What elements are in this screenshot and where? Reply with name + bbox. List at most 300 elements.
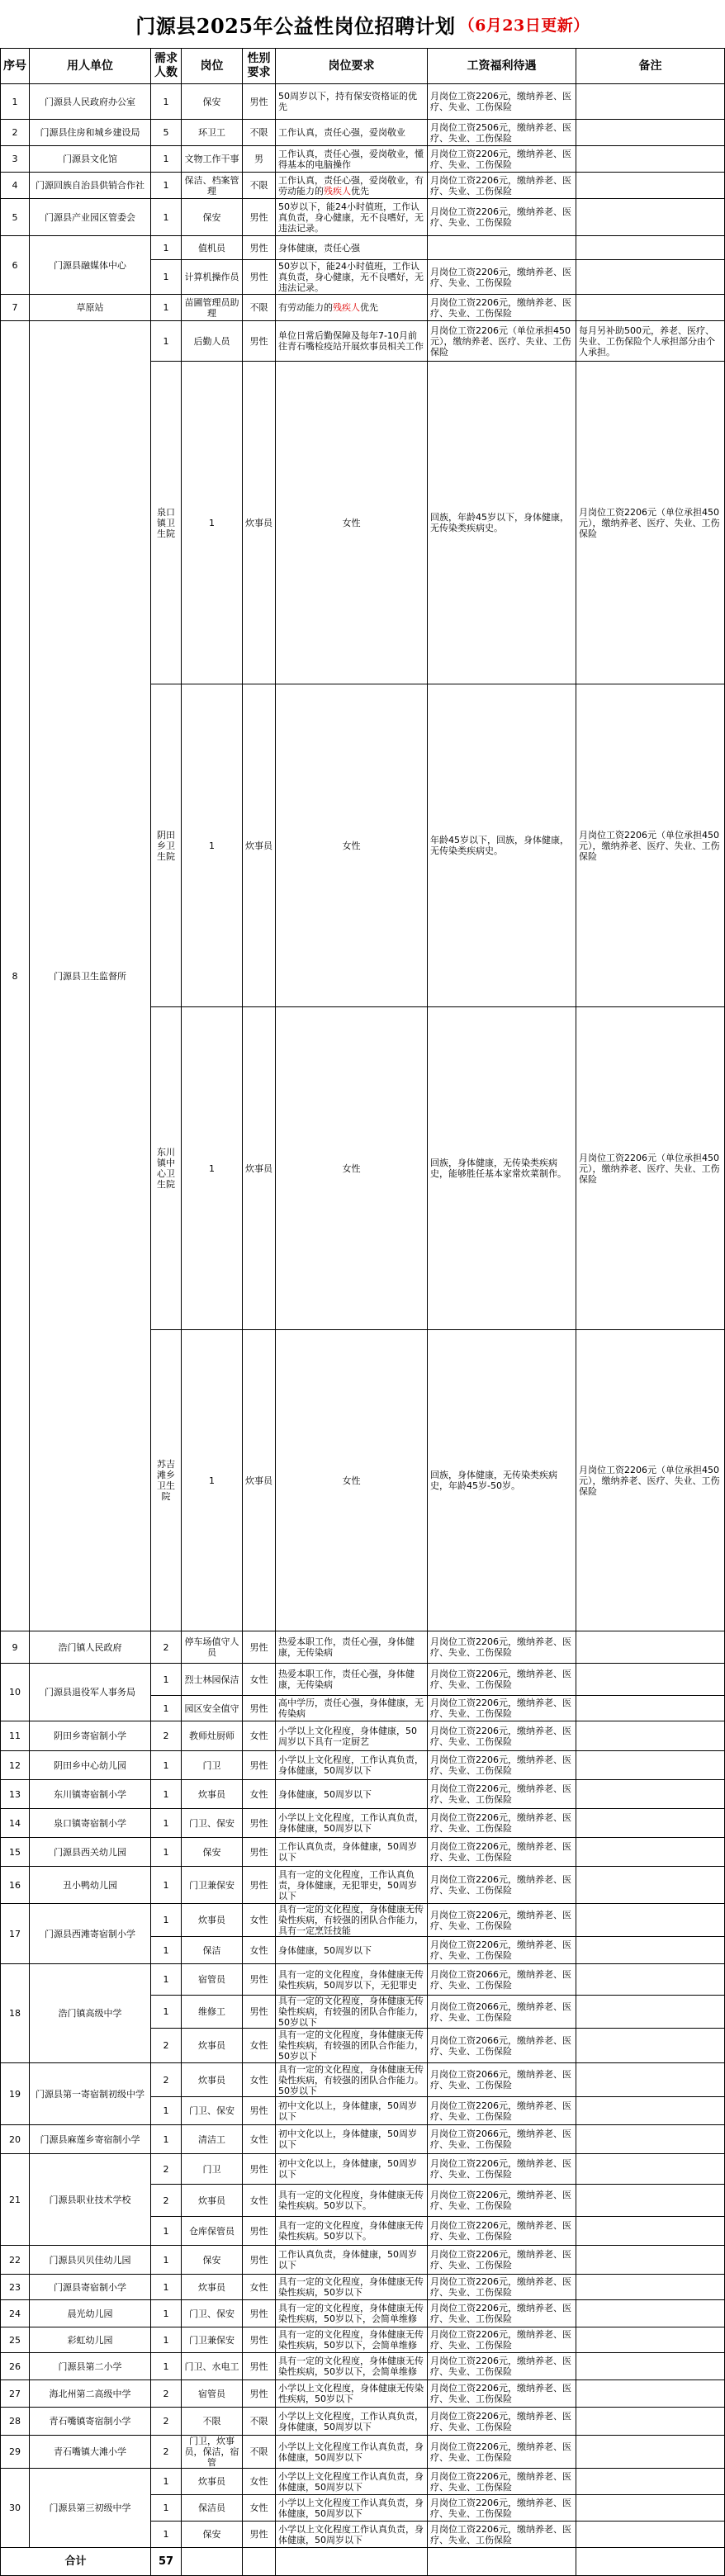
cell-gender: 男性 xyxy=(243,2380,276,2408)
cell-unit: 青石嘴镇大滩小学 xyxy=(30,2436,151,2469)
cell-note xyxy=(576,2185,725,2217)
cell-unit: 晨光幼儿园 xyxy=(30,2300,151,2327)
cell-gender: 男 xyxy=(243,146,276,173)
table-row xyxy=(1,236,725,260)
cell-num: 2 xyxy=(151,1721,182,1751)
cell-note xyxy=(576,2300,725,2327)
cell-post: 环卫工 xyxy=(182,120,243,146)
table-row xyxy=(1,1904,725,1937)
cell-num: 1 xyxy=(151,2495,182,2522)
cell-gender: 男性 xyxy=(243,2327,276,2353)
cell-unit: 门源回族自治县供销合作社 xyxy=(30,173,151,199)
cell-pay: 月岗位工资2206元，缴纳养老、医疗、失业、工伤保险 xyxy=(428,1696,576,1721)
table-row xyxy=(1,2275,725,2300)
cell-seq: 11 xyxy=(1,1721,30,1751)
cell-pay: 月岗位工资2206元（单位承担450元），缴纳养老、医疗、失业、工伤保险 xyxy=(576,684,725,1007)
cell-post: 保安 xyxy=(182,2522,243,2548)
cell-post: 炊事员 xyxy=(182,1780,243,1809)
cell-req xyxy=(276,173,428,199)
cell-seq: 17 xyxy=(1,1904,30,1964)
cell-gender: 女性 xyxy=(243,1780,276,1809)
cell-note xyxy=(576,120,725,146)
table-row xyxy=(1,1780,725,1809)
cell-req: 具有一定的文化程度，工作认真负责，身体健康，无犯罪史，50周岁以下 xyxy=(276,1867,428,1904)
table-row xyxy=(1,199,725,236)
cell-pay: 月岗位工资2206元，缴纳养老、医疗、失业、工伤保险 xyxy=(428,1867,576,1904)
cell-pay: 月岗位工资2206元，缴纳养老、医疗、失业、工伤保险 xyxy=(428,2185,576,2217)
cell-req: 热爱本职工作，责任心强，身体健康，无传染病 xyxy=(276,1664,428,1696)
cell-pay: 月岗位工资2206元，缴纳养老、医疗、失业、工伤保险 xyxy=(428,2327,576,2353)
cell-num: 5 xyxy=(151,120,182,146)
cell-num: 2 xyxy=(151,2408,182,2436)
cell-gender: 男性 xyxy=(243,199,276,236)
cell-unit: 门源县贝贝佳幼儿园 xyxy=(30,2246,151,2275)
cell-pay: 月岗位工资2206元（单位承担450元），缴纳养老、医疗、失业、工伤保险 xyxy=(576,1007,725,1330)
cell-gender: 女性 xyxy=(243,2469,276,2495)
table-row xyxy=(1,1664,725,1696)
cell-unit: 门源县产业园区管委会 xyxy=(30,199,151,236)
cell-gender: 男性 xyxy=(243,1696,276,1721)
cell-post: 园区安全值守 xyxy=(182,1696,243,1721)
cell-seq: 2 xyxy=(1,120,30,146)
cell-unit: 门源县西关幼儿园 xyxy=(30,1838,151,1867)
table-row xyxy=(1,2154,725,2185)
cell-unit: 浩门镇人民政府 xyxy=(30,1631,151,1664)
cell-gender: 男性 xyxy=(243,1809,276,1838)
cell-gender: 男性 xyxy=(243,2154,276,2185)
page-title xyxy=(0,0,725,48)
cell-note xyxy=(576,2495,725,2522)
table-row xyxy=(1,1964,725,1996)
cell-req: 小学以上文化程度，工作认真负责，身体健康，50周岁以下 xyxy=(276,2408,428,2436)
cell-seq: 24 xyxy=(1,2300,30,2327)
req-part: 工作认真，责任心强，爱岗敬业，有劳动能力的 xyxy=(278,174,424,197)
cell-num: 1 xyxy=(182,1007,243,1330)
cell-post: 炊事员 xyxy=(243,1330,276,1631)
cell-req: 小学以上文化程度工作认真负责，身体健康，50周岁以下 xyxy=(276,2522,428,2548)
cell-pay: 月岗位工资2206元，缴纳养老、医疗、失业、工伤保险 xyxy=(428,2408,576,2436)
cell-unit: 苏吉滩乡卫生院 xyxy=(151,1330,182,1631)
cell-unit: 门源县西滩寄宿制小学 xyxy=(30,1904,151,1964)
cell-note xyxy=(576,1904,725,1937)
header-seq: 序号 xyxy=(1,49,30,84)
cell-unit: 门源县第二小学 xyxy=(30,2353,151,2380)
cell-seq: 12 xyxy=(1,1751,30,1780)
cell-pay: 月岗位工资2206元（单位承担450元），缴纳养老、医疗、失业、工伤保险 xyxy=(576,1330,725,1631)
cell-note xyxy=(576,2097,725,2125)
table-row xyxy=(1,2469,725,2495)
cell-unit: 东川镇寄宿制小学 xyxy=(30,1780,151,1809)
table-row xyxy=(1,1867,725,1904)
cell-pay: 月岗位工资2206元，缴纳养老、医疗、失业、工伤保险 xyxy=(428,1809,576,1838)
cell-num: 1 xyxy=(151,295,182,321)
cell-num: 1 xyxy=(151,1964,182,1996)
cell-req: 初中文化以上，身体健康，50周岁以下 xyxy=(276,2125,428,2154)
cell-note xyxy=(576,1721,725,1751)
cell-note xyxy=(576,2380,725,2408)
cell-note xyxy=(576,2275,725,2300)
cell-gender: 女性 xyxy=(243,2275,276,2300)
cell-post: 计算机操作员 xyxy=(182,260,243,295)
table-row xyxy=(1,1631,725,1664)
cell-unit: 门源县退役军人事务局 xyxy=(30,1664,151,1721)
cell-gender: 男性 xyxy=(243,1751,276,1780)
cell-pay: 月岗位工资2206元，缴纳养老、医疗、失业、工伤保险 xyxy=(428,1904,576,1937)
cell-req: 小学以上文化程度，工作认真负责，身体健康，50周岁以下 xyxy=(276,1751,428,1780)
cell-num: 1 xyxy=(182,362,243,684)
header-req: 岗位要求 xyxy=(276,49,428,84)
cell-post: 保安 xyxy=(182,84,243,120)
cell-seq: 14 xyxy=(1,1809,30,1838)
cell-post: 门卫、保安 xyxy=(182,2097,243,2125)
cell-num: 2 xyxy=(151,2029,182,2063)
cell-note xyxy=(576,2408,725,2436)
cell-seq: 9 xyxy=(1,1631,30,1664)
cell-post: 炊事员 xyxy=(182,2029,243,2063)
cell-unit: 门源县卫生监督所 xyxy=(30,321,151,1631)
cell-seq: 5 xyxy=(1,199,30,236)
cell-post: 保安 xyxy=(182,199,243,236)
cell-post: 保洁员 xyxy=(182,2495,243,2522)
cell-seq: 19 xyxy=(1,2063,30,2125)
cell-gender: 女性 xyxy=(243,2495,276,2522)
cell-seq: 30 xyxy=(1,2469,30,2548)
cell-pay: 月岗位工资2206元，缴纳养老、医疗、失业、工伤保险 xyxy=(428,1838,576,1867)
cell-post: 门卫兼保安 xyxy=(182,2327,243,2353)
table-row xyxy=(1,2436,725,2469)
cell-num: 1 xyxy=(151,2522,182,2548)
cell-num: 1 xyxy=(151,2469,182,2495)
cell-req: 回族，身体健康，无传染类疾病史，能够胜任基本家常炊菜制作。 xyxy=(428,1007,576,1330)
table-row xyxy=(1,173,725,199)
cell-post: 炊事员 xyxy=(243,362,276,684)
cell-post: 不限 xyxy=(182,2408,243,2436)
cell-gender: 男性 xyxy=(243,1838,276,1867)
req-part: 残疾人 xyxy=(333,302,360,313)
cell-req: 具有一定的文化程度，身体健康无传染性疾病。50岁以下。 xyxy=(276,2217,428,2246)
cell-num: 1 xyxy=(151,84,182,120)
cell-req: 具有一定的文化程度，身体健康无传染性疾病，有较强的团队合作能力，50岁以下 xyxy=(276,1996,428,2029)
cell-seq: 4 xyxy=(1,173,30,199)
cell-gender: 女性 xyxy=(243,1904,276,1937)
cell-unit: 门源县寄宿制小学 xyxy=(30,2275,151,2300)
header-num: 需求人数 xyxy=(151,49,182,84)
cell-gender: 男性 xyxy=(243,84,276,120)
cell-post: 炊事员 xyxy=(182,2469,243,2495)
cell-note xyxy=(576,2469,725,2495)
cell-num: 2 xyxy=(151,2436,182,2469)
cell-req: 具有一定的文化程度，身体健康无传染性疾病，有较强的团队合作能力。50岁以下 xyxy=(276,2063,428,2097)
cell-seq: 15 xyxy=(1,1838,30,1867)
cell-seq: 27 xyxy=(1,2380,30,2408)
cell-post: 炊事员 xyxy=(182,1904,243,1937)
cell-seq: 8 xyxy=(1,321,30,1631)
cell-unit: 阴田乡卫生院 xyxy=(151,684,182,1007)
cell-req: 小学以上文化程度工作认真负责，身体健康，50周岁以下 xyxy=(276,2436,428,2469)
cell-post: 保安 xyxy=(182,2246,243,2275)
cell-gender: 不限 xyxy=(243,295,276,321)
table-row xyxy=(1,2125,725,2154)
cell-seq: 3 xyxy=(1,146,30,173)
cell-num: 2 xyxy=(151,2185,182,2217)
cell-num: 2 xyxy=(151,2063,182,2097)
cell-pay: 月岗位工资2066元，缴纳养老、医疗、失业、工伤保险 xyxy=(428,1964,576,1996)
cell-req: 50岁以下，能24小时值班，工作认真负责，身心健康，无不良嗜好，无违法记录。 xyxy=(276,199,428,236)
cell-req: 具有一定的文化程度，身体健康无传染性疾病，50岁以下，会简单维修 xyxy=(276,2327,428,2353)
table-body xyxy=(1,84,725,2548)
cell-req: 年龄45岁以下，回族，身体健康，无传染类疾病史。 xyxy=(428,684,576,1007)
cell-pay: 月岗位工资2206元，缴纳养老、医疗、失业、工伤保险 xyxy=(428,173,576,199)
cell-seq: 22 xyxy=(1,2246,30,2275)
cell-note xyxy=(576,84,725,120)
cell-post: 文物工作干事 xyxy=(182,146,243,173)
cell-pay: 月岗位工资2206元，缴纳养老、医疗、失业、工伤保险 xyxy=(428,1721,576,1751)
cell-gender: 男性 xyxy=(243,2300,276,2327)
recruitment-table xyxy=(0,48,725,2576)
cell-num: 1 xyxy=(151,2217,182,2246)
cell-pay: 月岗位工资2206元，缴纳养老、医疗、失业、工伤保险 xyxy=(428,2495,576,2522)
cell-unit: 青石嘴镇寄宿制小学 xyxy=(30,2408,151,2436)
cell-unit: 东川镇中心卫生院 xyxy=(151,1007,182,1330)
cell-pay: 月岗位工资2206元，缴纳养老、医疗、失业、工伤保险 xyxy=(428,2380,576,2408)
cell-note xyxy=(576,2063,725,2097)
table-row xyxy=(1,321,725,362)
cell-unit: 门源县职业技术学校 xyxy=(30,2154,151,2246)
cell-gender: 男性 xyxy=(243,2353,276,2380)
cell-unit: 门源县住房和城乡建设局 xyxy=(30,120,151,146)
cell-seq: 7 xyxy=(1,295,30,321)
cell-req: 工作认真负责，身体健康，50周岁以下 xyxy=(276,2246,428,2275)
cell-unit: 泉口镇寄宿制小学 xyxy=(30,1809,151,1838)
cell-note xyxy=(576,2436,725,2469)
cell-note xyxy=(576,1996,725,2029)
cell-pay: 月岗位工资2206元（单位承担450元），缴纳养老、医疗、失业、工伤保险 xyxy=(428,321,576,362)
cell-pay: 月岗位工资2206元，缴纳养老、医疗、失业、工伤保险 xyxy=(428,1937,576,1964)
cell-req: 回族，身体健康，无传染类疾病史，年龄45岁-50岁。 xyxy=(428,1330,576,1631)
cell-note xyxy=(576,2029,725,2063)
cell-pay: 月岗位工资2206元，缴纳养老、医疗、失业、工伤保险 xyxy=(428,2275,576,2300)
cell-unit: 门源县麻莲乡寄宿制小学 xyxy=(30,2125,151,2154)
cell-seq: 10 xyxy=(1,1664,30,1721)
cell-pay: 月岗位工资2206元，缴纳养老、医疗、失业、工伤保险 xyxy=(428,2300,576,2327)
cell-gender: 男性 xyxy=(243,1996,276,2029)
cell-num: 1 xyxy=(151,1780,182,1809)
cell-pay: 月岗位工资2066元，缴纳养老、医疗、失业、工伤保险 xyxy=(428,2063,576,2097)
cell-req: 具有一定的文化程度，身体健康无传染性疾病，50岁以下，会简单维修 xyxy=(276,2300,428,2327)
cell-num: 2 xyxy=(151,1631,182,1664)
cell-post: 炊事员 xyxy=(182,2275,243,2300)
cell-post: 门卫 xyxy=(182,1751,243,1780)
table-header-row xyxy=(1,49,725,84)
cell-num: 1 xyxy=(151,236,182,260)
table-row xyxy=(1,2246,725,2275)
table-row xyxy=(1,2353,725,2380)
cell-gender: 不限 xyxy=(243,2408,276,2436)
cell-unit: 海北州第二高级中学 xyxy=(30,2380,151,2408)
cell-post: 炊事员 xyxy=(243,684,276,1007)
cell-num: 1 xyxy=(151,199,182,236)
cell-req: 工作认真，责任心强，爱岗敬业，懂得基本的电脑操作 xyxy=(276,146,428,173)
cell-note xyxy=(576,1809,725,1838)
cell-gender: 男性 xyxy=(243,2246,276,2275)
table-row xyxy=(1,2380,725,2408)
cell-note: 每月另补助500元，养老、医疗、失业、工伤保险个人承担部分由个人承担。 xyxy=(576,321,725,362)
cell-req xyxy=(276,295,428,321)
cell-num: 1 xyxy=(151,2300,182,2327)
cell-req: 具有一定的文化程度，身体健康无传染性疾病，50岁以下，会简单维修 xyxy=(276,2353,428,2380)
cell-req: 初中文化以上，身体健康，50周岁以下 xyxy=(276,2097,428,2125)
cell-num: 1 xyxy=(151,2125,182,2154)
cell-post: 炊事员 xyxy=(243,1007,276,1330)
cell-note xyxy=(576,2353,725,2380)
cell-pay: 月岗位工资2066元，缴纳养老、医疗、失业、工伤保险 xyxy=(428,1996,576,2029)
cell-num: 1 xyxy=(151,2097,182,2125)
cell-pay: 月岗位工资2206元，缴纳养老、医疗、失业、工伤保险 xyxy=(428,2154,576,2185)
cell-gender: 女性 xyxy=(243,1937,276,1964)
req-part: 有劳动能力的 xyxy=(278,302,333,313)
cell-post: 宿管员 xyxy=(182,1964,243,1996)
cell-num: 1 xyxy=(151,260,182,295)
cell-pay: 月岗位工资2206元，缴纳养老、医疗、失业、工伤保险 xyxy=(428,2246,576,2275)
cell-pay: 月岗位工资2206元，缴纳养老、医疗、失业、工伤保险 xyxy=(428,1780,576,1809)
header-unit: 用人单位 xyxy=(30,49,151,84)
cell-gender: 不限 xyxy=(243,120,276,146)
cell-unit: 门源县文化馆 xyxy=(30,146,151,173)
cell-num: 1 xyxy=(151,2353,182,2380)
cell-req: 身体健康，50周岁以下 xyxy=(276,1780,428,1809)
cell-post: 保洁、档案管理 xyxy=(182,173,243,199)
cell-gender: 女性 xyxy=(276,684,428,1007)
table-row xyxy=(1,84,725,120)
total-num: 57 xyxy=(151,2548,182,2576)
cell-num: 2 xyxy=(151,2380,182,2408)
cell-num: 1 xyxy=(151,1904,182,1937)
cell-note xyxy=(576,260,725,295)
cell-post: 清洁工 xyxy=(182,2125,243,2154)
cell-req: 小学以上文化程度工作认真负责，身体健康，50周岁以下 xyxy=(276,2495,428,2522)
cell-post: 保洁 xyxy=(182,1937,243,1964)
cell-post: 苗圃管理员助理 xyxy=(182,295,243,321)
cell-seq: 29 xyxy=(1,2436,30,2469)
cell-pay: 月岗位工资2206元，缴纳养老、医疗、失业、工伤保险 xyxy=(428,146,576,173)
cell-req: 初中文化以上，身体健康，50周岁以下 xyxy=(276,2154,428,2185)
cell-post: 保安 xyxy=(182,1838,243,1867)
cell-note xyxy=(576,1780,725,1809)
cell-pay: 月岗位工资2206元，缴纳养老、医疗、失业、工伤保险 xyxy=(428,1664,576,1696)
cell-note xyxy=(576,173,725,199)
cell-num: 1 xyxy=(151,1996,182,2029)
cell-req: 具有一定的文化程度，身体健康无传染性疾病，有较强的团队合作能力，50岁以下 xyxy=(276,2029,428,2063)
cell-req: 工作认真负责，身体健康，50周岁以下 xyxy=(276,1838,428,1867)
cell-req: 具有一定的文化程度，身体健康无传染性疾病，50周岁以下，无犯罪史 xyxy=(276,1964,428,1996)
cell-unit: 门源县人民政府办公室 xyxy=(30,84,151,120)
cell-gender: 女性 xyxy=(276,362,428,684)
cell-post: 停车场值守人员 xyxy=(182,1631,243,1664)
cell-seq: 18 xyxy=(1,1964,30,2063)
cell-seq: 1 xyxy=(1,84,30,120)
cell-num: 1 xyxy=(151,1664,182,1696)
cell-pay: 月岗位工资2206元，缴纳养老、医疗、失业、工伤保险 xyxy=(428,199,576,236)
header-gender: 性别要求 xyxy=(243,49,276,84)
cell-req: 50岁以下，能24小时值班，工作认真负责，身心健康，无不良嗜好，无违法记录。 xyxy=(276,260,428,295)
table-row xyxy=(1,2300,725,2327)
cell-note xyxy=(576,1838,725,1867)
cell-note xyxy=(576,1867,725,1904)
cell-req: 具有一定的文化程度，身体健康无传染性疾病，50岁以下 xyxy=(276,2275,428,2300)
cell-req: 小学以上文化程度工作认真负责，身体健康，50周岁以下 xyxy=(276,2469,428,2495)
table-row xyxy=(1,2408,725,2436)
cell-pay: 月岗位工资2206元，缴纳养老、医疗、失业、工伤保险 xyxy=(428,260,576,295)
cell-pay: 月岗位工资2066元，缴纳养老、医疗、失业、工伤保险 xyxy=(428,2125,576,2154)
cell-unit: 门源县第三初级中学 xyxy=(30,2469,151,2548)
total-row xyxy=(1,2548,725,2576)
cell-pay: 月岗位工资2506元，缴纳养老、医疗、失业、工伤保险 xyxy=(428,120,576,146)
cell-gender: 男性 xyxy=(243,2097,276,2125)
cell-post: 教师灶厨师 xyxy=(182,1721,243,1751)
cell-note xyxy=(576,2125,725,2154)
table-row xyxy=(1,1751,725,1780)
cell-post: 值机员 xyxy=(182,236,243,260)
cell-gender: 男性 xyxy=(243,260,276,295)
req-part: 优先 xyxy=(351,185,369,197)
cell-note xyxy=(576,1964,725,1996)
cell-pay: 月岗位工资2206元，缴纳养老、医疗、失业、工伤保险 xyxy=(428,2469,576,2495)
cell-num: 1 xyxy=(151,146,182,173)
cell-req: 高中学历，责任心强，身体健康，无传染病 xyxy=(276,1696,428,1721)
cell-post: 烈士林园保洁 xyxy=(182,1664,243,1696)
cell-gender: 男性 xyxy=(243,321,276,362)
cell-req: 单位日常后勤保障及每年7-10月前往青石嘴检疫站开展炊事员相关工作 xyxy=(276,321,428,362)
cell-post: 门卫、保安 xyxy=(182,1809,243,1838)
cell-note xyxy=(576,1937,725,1964)
cell-pay: 月岗位工资2206元，缴纳养老、医疗、失业、工伤保险 xyxy=(428,1751,576,1780)
cell-unit: 丑小鸭幼儿园 xyxy=(30,1867,151,1904)
cell-num: 1 xyxy=(151,2275,182,2300)
cell-unit: 门源县第一寄宿制初级中学 xyxy=(30,2063,151,2125)
cell-num: 1 xyxy=(182,684,243,1007)
cell-gender: 女性 xyxy=(243,2185,276,2217)
cell-gender: 男性 xyxy=(243,1867,276,1904)
cell-gender: 女性 xyxy=(243,2063,276,2097)
cell-note xyxy=(576,146,725,173)
cell-note xyxy=(576,2522,725,2548)
cell-note xyxy=(576,199,725,236)
cell-seq: 20 xyxy=(1,2125,30,2154)
cell-post: 宿管员 xyxy=(182,2380,243,2408)
cell-num: 1 xyxy=(151,2327,182,2353)
cell-num: 1 xyxy=(151,1867,182,1904)
cell-pay: 月岗位工资2206元，缴纳养老、医疗、失业、工伤保险 xyxy=(428,2353,576,2380)
cell-note xyxy=(576,1631,725,1664)
cell-post: 门卫、保安 xyxy=(182,2300,243,2327)
cell-num: 1 xyxy=(151,1937,182,1964)
cell-unit: 彩虹幼儿园 xyxy=(30,2327,151,2353)
cell-pay: 月岗位工资2066元，缴纳养老、医疗、失业、工伤保险 xyxy=(428,2029,576,2063)
cell-gender: 男性 xyxy=(243,2522,276,2548)
cell-note xyxy=(576,1751,725,1780)
cell-gender: 不限 xyxy=(243,2436,276,2469)
cell-gender: 女性 xyxy=(243,2029,276,2063)
table-row xyxy=(1,1838,725,1867)
cell-pay xyxy=(428,236,576,260)
cell-req: 热爱本职工作，责任心强，身体健康，无传染病 xyxy=(276,1631,428,1664)
cell-req: 回族，年龄45岁以下，身体健康，无传染类疾病史。 xyxy=(428,362,576,684)
cell-num: 1 xyxy=(151,173,182,199)
cell-unit: 阴田乡中心幼儿园 xyxy=(30,1751,151,1780)
cell-req: 身体健康，50周岁以下 xyxy=(276,1937,428,1964)
cell-gender: 男性 xyxy=(243,1631,276,1664)
header-pay: 工资福利待遇 xyxy=(428,49,576,84)
